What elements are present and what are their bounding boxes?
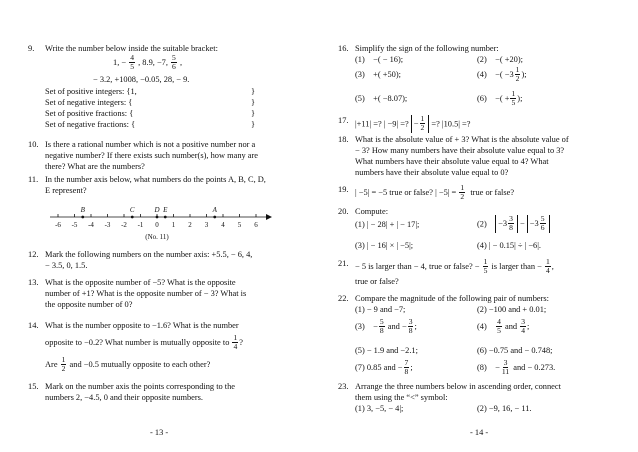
question-text: Write the number below inside the suitable bracket:: [45, 44, 218, 53]
question-line: In the number axis below, what numbers do the points A, B, C, D,: [45, 175, 266, 184]
tick-label: 6: [254, 221, 258, 229]
number-list-line-2: − 3.2, +1008, −0.05, 28, − 9.: [93, 75, 190, 84]
question-number: 15.: [28, 382, 39, 391]
number-list-line-1: 1, − $\frac{4}{5}$ , 8.9, −7, $\frac{5}{6}$ ,: [113, 53, 183, 72]
absolute-value: −3 $\frac{3}{8}$: [495, 215, 518, 233]
fraction: $\frac{1}{5}$: [511, 89, 516, 108]
set-row: Set of positive fractions: {: [45, 109, 134, 118]
fraction: $\frac{4}{5}$: [497, 317, 501, 336]
question-line: − 5 is larger than − 4, true or false? − $\frac{1}{5}$ is larger than − $\frac{1}{4}$ ,: [355, 257, 554, 276]
axis-point: [131, 216, 134, 219]
tick-label: -2: [121, 221, 127, 229]
tick-label: -1: [137, 221, 144, 229]
item: (1) − 9 and −7;: [355, 305, 406, 314]
fraction: $\frac{5}{8}$: [379, 317, 384, 336]
fraction: $\frac{7}{8}$: [404, 358, 409, 377]
item: (4) | − 0.15| ÷ | −6|.: [477, 241, 542, 250]
item: (2) −( +20);: [477, 55, 523, 64]
fraction: $\frac{1}{2}$: [460, 183, 465, 202]
axis-point: [81, 216, 84, 219]
item: (6) −0.75 and − 0.748;: [477, 346, 553, 355]
question-number: 20.: [338, 207, 349, 216]
fraction: $\frac{3}{11}$: [501, 358, 510, 377]
question-line: numbers 2, −4.5, 0 and their opposite numbers.: [45, 393, 204, 402]
set-close-bracket: }: [251, 98, 256, 107]
set-row: Set of negative fractions: {: [45, 120, 136, 129]
absolute-value: − $\frac{1}{2}$: [411, 115, 430, 133]
question-number: 22.: [338, 294, 349, 303]
question-line: What numbers have their absolute value equal to 4? What: [355, 157, 549, 166]
question-text: Simplify the sign of the following number:: [355, 44, 499, 53]
question-line: them using the “<” symbol:: [355, 393, 448, 402]
tick-label: 5: [237, 221, 242, 229]
question-line: the opposite number of 0?: [45, 300, 133, 309]
question-line: number of +1? What is the opposite number of − 3? What is: [45, 289, 247, 298]
tick-label: -5: [71, 221, 78, 229]
point-label: C: [129, 206, 135, 214]
question-number: 23.: [338, 382, 349, 391]
question-number: 18.: [338, 135, 349, 144]
question-line: Mark on the number axis the points corresponding to the: [45, 382, 236, 391]
item: (1) | − 28| + | − 17|;: [355, 220, 420, 229]
question-line: What is the number opposite to −1.6? What is the number: [45, 321, 239, 330]
fraction: $\frac{3}{8}$: [509, 214, 513, 233]
fraction: $\frac{4}{5}$: [130, 53, 134, 72]
question-line: there? What are the numbers?: [45, 162, 145, 171]
fraction: $\frac{1}{2}$: [515, 65, 520, 84]
fraction: $\frac{5}{6}$: [540, 214, 545, 233]
fraction: $\frac{1}{4}$: [233, 333, 238, 352]
question-line: − 3? How many numbers have their absolute value equal to 3?: [355, 146, 565, 155]
tick-label: 4: [221, 221, 225, 229]
set-row: Set of positive integers: {1,: [45, 87, 137, 96]
question-line: E represent?: [45, 186, 87, 195]
item: (3) − $\frac{5}{8}$ and − $\frac{3}{8}$ ;: [355, 317, 417, 336]
item: (4) $\frac{4}{5}$ and $\frac{3}{4}$ ;: [477, 317, 530, 336]
question-text: Compute:: [355, 207, 389, 216]
tick-label: -3: [104, 221, 111, 229]
question-number: 14.: [28, 321, 39, 330]
question-number: 13.: [28, 278, 39, 287]
fraction: $\frac{1}{4}$: [545, 257, 550, 276]
set-close-bracket: }: [251, 87, 256, 96]
question-number: 11.: [28, 175, 39, 184]
fraction: $\frac{5}{6}$: [172, 53, 176, 72]
question-line: Arrange the three numbers below in ascending order, connect: [355, 382, 561, 391]
axis-arrow: [266, 214, 272, 220]
question-line: Mark the following numbers on the number axis: +5.5, − 6, 4,: [45, 250, 253, 259]
question-number: 19.: [338, 185, 349, 194]
absolute-value: −3 $\frac{5}{6}$: [527, 215, 550, 233]
item: (8) − $\frac{3}{11}$ and − 0.273.: [477, 358, 556, 377]
question-line: true or false?: [355, 277, 399, 286]
set-close-bracket: }: [251, 120, 256, 129]
question-line: negative number? If there exists such number(s), how many are: [45, 151, 259, 160]
point-label: A: [212, 206, 217, 214]
question-line: − 3.5, 0, 1.5.: [45, 261, 88, 270]
question-line: numbers have their absolute value equal to 0?: [355, 168, 509, 177]
axis-point: [213, 216, 216, 219]
tick-label: 1: [171, 221, 176, 229]
question-number: 12.: [28, 250, 39, 259]
question-text: Compare the magnitude of the following pair of numbers:: [355, 294, 549, 303]
tick-label: -6: [55, 221, 61, 229]
fraction: $\frac{1}{2}$: [61, 355, 66, 374]
question-line: Is there a rational number which is not a positive number nor a: [45, 140, 256, 149]
item: (3) | − 16| × | −5|;: [355, 241, 414, 250]
tick-label: -4: [88, 221, 94, 229]
question-number: 9.: [28, 44, 35, 53]
item: (5) +( −8.07);: [355, 94, 408, 103]
item: (2) −100 and + 0.01;: [477, 305, 547, 314]
point-label: D: [154, 206, 160, 214]
axis-point: [156, 216, 159, 219]
figure-caption: (No. 11): [145, 233, 169, 241]
fraction: $\frac{1}{2}$: [420, 114, 425, 133]
item: (7) 0.85 and − $\frac{7}{8}$ ;: [355, 358, 413, 377]
question-number: 16.: [338, 44, 349, 53]
question-line: What is the opposite number of −5? What is the opposite: [45, 278, 236, 287]
item: (2) −3 $\frac{3}{8}$ − −3 $\frac{5}{6}$: [477, 215, 550, 233]
fraction: $\frac{1}{5}$: [483, 257, 488, 276]
page-number: - 13 -: [150, 428, 169, 437]
set-row: Set of negative integers: {: [45, 98, 133, 107]
question-line: |+11| =? | −9| =? − $\frac{1}{2}$ =? |10.5| =?: [355, 114, 471, 133]
item: (6) −( + $\frac{1}{5}$ );: [477, 89, 523, 108]
question-line: Are $\frac{1}{2}$ and −0.5 mutually opposite to each other?: [45, 355, 211, 374]
fraction: $\frac{3}{8}$: [408, 317, 413, 336]
tick-label: 0: [155, 221, 159, 229]
number-axis-figure: [48, 201, 298, 247]
item: (3) +( +50);: [355, 70, 401, 79]
question-number: 17.: [338, 116, 349, 125]
question-line: opposite to −0.2? What number is mutually opposite to $\frac{1}{4}$ ?: [45, 333, 243, 352]
item: (5) − 1.9 and −2.1;: [355, 346, 418, 355]
item: (1) −( − 16);: [355, 55, 404, 64]
item: (4) −( −3 $\frac{1}{2}$ );: [477, 65, 527, 84]
page-number: - 14 -: [470, 428, 489, 437]
fraction: $\frac{3}{4}$: [521, 317, 526, 336]
set-close-bracket: }: [251, 109, 256, 118]
question-line: What is the absolute value of + 3? What is the absolute value of: [355, 135, 569, 144]
tick-label: 2: [188, 221, 192, 229]
point-label: E: [163, 206, 168, 214]
axis-point: [164, 216, 167, 219]
point-label: B: [80, 206, 85, 214]
question-line: | −5| = −5 true or false? | −5| = $\frac{1}{2}$ true or false?: [355, 183, 515, 202]
question-number: 10.: [28, 140, 39, 149]
question-number: 21.: [338, 259, 349, 268]
item: (1) 3, −5, − 4|;: [355, 404, 404, 413]
item: (2) −9, 16, − 11.: [477, 404, 532, 413]
tick-label: 3: [204, 221, 209, 229]
